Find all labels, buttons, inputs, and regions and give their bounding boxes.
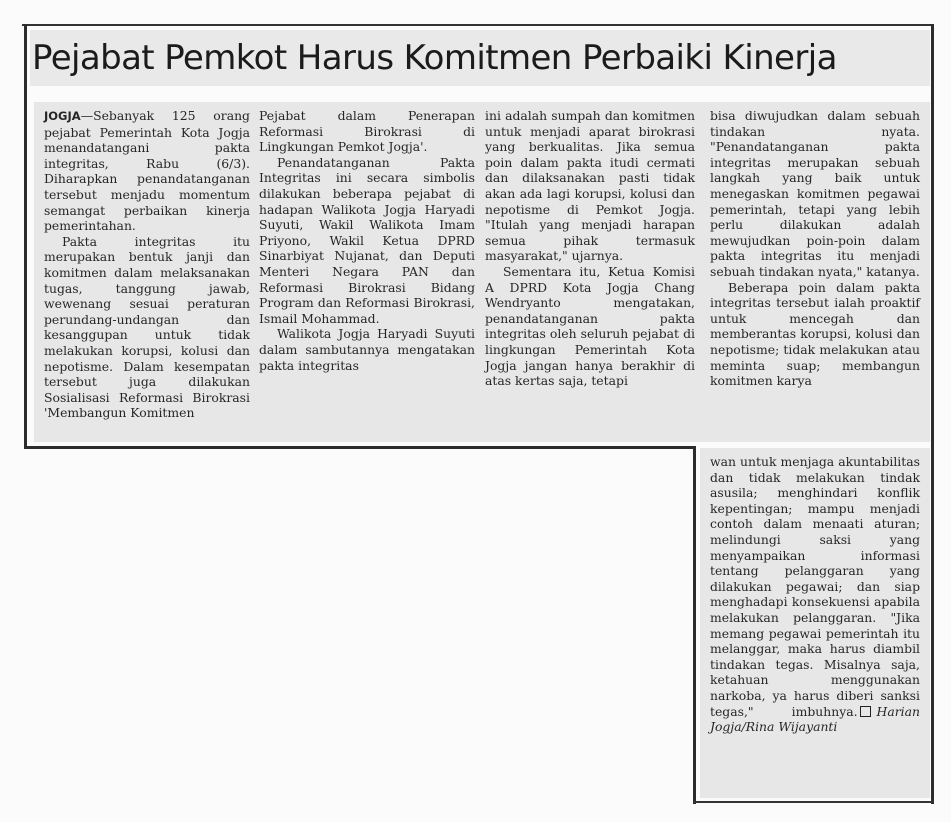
paragraph-2-head [44,234,250,421]
article-column-2 [259,108,475,373]
paragraph-6-continued [710,454,920,735]
article-column-5 [710,454,920,735]
paragraph-4-text-b: ini adalah sumpah dan komitmen untuk menjadi aparat birokrasi yang berkualitas. Jika semua poin dalam pakta itudi cermati dan dilaksanakan pasti tidak akan ada lagi korupsi, kolusi dan nepotisme di Pemkot Jogja. "Itulah yang menjadi harapan semua pihak termasuk masyarakat," ujarnya. [485,108,695,264]
paragraph-3 [259,155,475,327]
article-column-4 [710,108,920,389]
paragraph-2-text-a: Pakta integritas itu merupakan bentuk janji dan komitmen dalam melaksanakan tugas, tanggung jawab, wewenang sesuai peraturan perundang-undangan dan kesanggupan untuk tidak melakukan korupsi, kolusi dan nepotisme. Dalam kesempatan tersebut juga dilakukan Sosialisasi Reformasi Birokrasi 'Membangun Komitmen [44,233,250,421]
paragraph-4-head [259,326,475,373]
dateline: JOGJA [44,109,81,123]
middle-rule [24,446,694,449]
square-end-mark-icon [860,706,871,717]
paragraph-6-head [710,280,920,389]
right-rule [931,24,934,804]
left-rule [24,24,27,449]
lead-paragraph-text: —Sebanyak 125 orang pejabat Pemerintah Kota Jogja menandatangani pakta integritas, Rabu (6/3). Diharapkan penandatanganan tersebut menjadu momentum semangat perbaikan kinerja pemerintahan. [44,108,250,234]
paragraph-5-continued [710,108,920,280]
paragraph-6-text-a: Beberapa poin dalam pakta integritas tersebut ialah proaktif untuk mencegah dan memberantas korupsi, kolusi dan nepotisme; tidak melakukan atau meminta suap; membangun komitmen karya [710,279,920,389]
paragraph-4-text-a: Walikota Jogja Haryadi Suyuti dalam sambutannya mengatakan pakta integritas [259,326,475,373]
paragraph-6-text-b: wan untuk menjaga akuntabilitas dan tidak melakukan tindak asusila; menghindari konflik kepentingan; mampu menjadi contoh dalam menaati aturan; melindungi saksi yang menyampaikan informasi tentang pelanggaran yang dilakukan pegawai; dan siap menghadapi konsekuensi apabila melakukan pelanggaran. "Jika memang pegawai pemerintah itu melanggar, maka harus diambil tindakan tegas. Misalnya saja, ketahuan menggunakan narkoba, ya harus diberi sanksi tegas," imbuhnya. [710,454,920,719]
paragraph-5-text-b: bisa diwujudkan dalam sebuah tindakan nyata. "Penandatanganan pakta integritas merupakan sebuah langkah yang baik untuk menegaskan komitmen pegawai pemerintah, tetapi yang lebih perlu dilakukan adalah mewujudkan poin-poin dalam pakta integritas itu menjadi sebuah tindakan nyata," katanya. [710,108,920,279]
paragraph-2-text-b: Pejabat dalam Penerapan Reformasi Birokrasi di Lingkungan Pemkot Jogja'. [259,108,475,155]
paragraph-2-continued [259,108,475,155]
article-column-3 [485,108,695,389]
paragraph-3-text: Penandatanganan Pakta Integritas ini secara simbolis dilakukan beberapa pejabat di hadapan Walikota Jogja Haryadi Suyuti, Wakil Walikota Imam Priyono, Wakil Ketua DPRD Sinarbiyat Nujanat, dan Deputi Menteri Negara PAN dan Reformasi Birokrasi Bidang Program dan Reformasi Birokrasi, Ismail Mohammad. [259,154,475,326]
headline-text: Pejabat Pemkot Harus Komitmen Perbaiki Kinerja [32,38,837,78]
top-rule [22,24,934,26]
byline: Harian Jogja/Rina Wijayanti [710,703,920,735]
paragraph-5-text-a: Sementara itu, Ketua Komisi A DPRD Kota Jogja Chang Wendryanto mengatakan, penandatanganan pakta integritas oleh seluruh pejabat di lingkungan Pemerintah Kota Jogja jangan hanya berakhir di atas kertas saja, tetapi [485,263,695,389]
paragraph-5-head [485,264,695,389]
lower-left-rule [693,446,696,804]
article-column-1 [44,108,250,421]
headline [30,30,930,86]
paragraph-4-continued [485,108,695,264]
lead-paragraph [44,108,250,234]
bottom-rule [693,801,934,803]
